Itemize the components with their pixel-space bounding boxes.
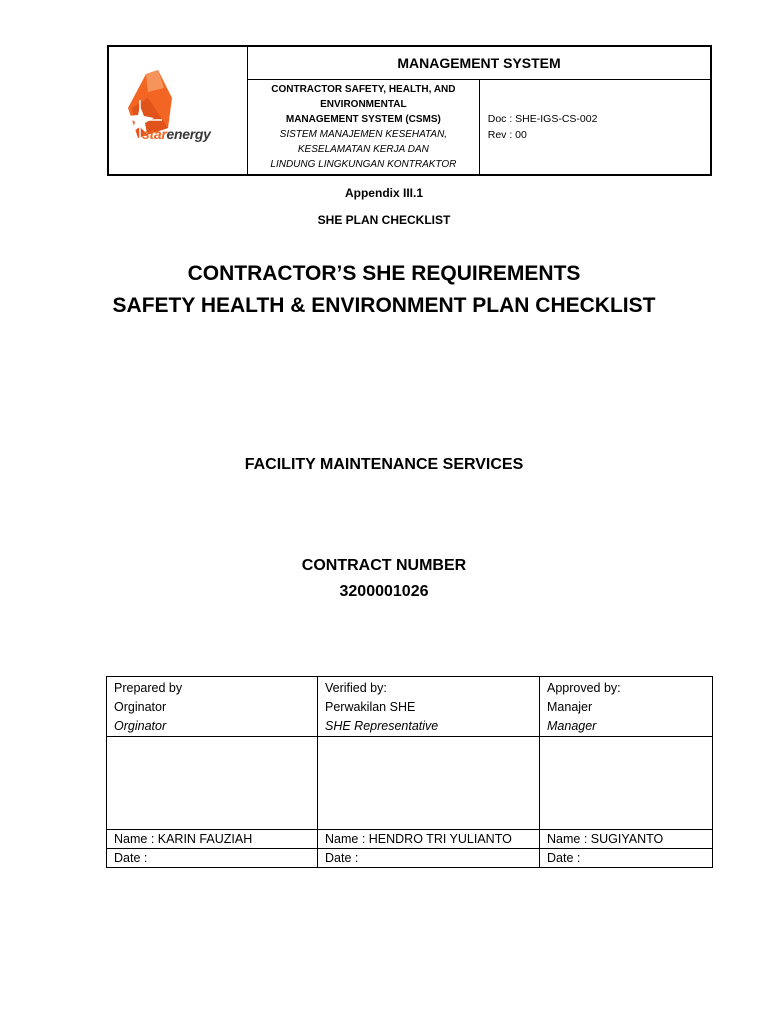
role-en: SHE Representative xyxy=(325,719,439,733)
system-title: MANAGEMENT SYSTEM xyxy=(248,46,712,80)
csms-line1: CONTRACTOR SAFETY, HEALTH, AND ENVIRONMENTAL xyxy=(271,84,456,110)
role-label: Verified by: xyxy=(325,681,387,695)
facility-title: FACILITY MAINTENANCE SERVICES xyxy=(244,456,524,473)
csms-description xyxy=(248,80,480,176)
role-label: Prepared by xyxy=(114,681,183,695)
doc-info xyxy=(479,80,711,176)
approved-by-cell xyxy=(540,677,713,737)
doc-number: Doc : SHE-IGS-CS-002 xyxy=(487,113,598,125)
name-field: Name : SUGIYANTO xyxy=(540,830,713,849)
signature-box xyxy=(540,737,713,830)
contract-number: 3200001026 xyxy=(339,583,429,600)
verified-by-cell xyxy=(318,677,540,737)
date-field: Date : xyxy=(107,849,318,868)
checklist-label: SHE PLAN CHECKLIST xyxy=(317,213,451,227)
logo-cell xyxy=(108,46,248,175)
title-line2: SAFETY HEALTH & ENVIRONMENT PLAN CHECKLIST xyxy=(112,294,656,317)
document-header xyxy=(107,45,712,176)
role-en: Manager xyxy=(547,719,597,733)
role-id: Orginator xyxy=(114,700,167,714)
date-field: Date : xyxy=(540,849,713,868)
csms-ital1: SISTEM MANAJEMEN KESEHATAN, KESELAMATAN KERJA DAN xyxy=(279,129,448,155)
role-en: Orginator xyxy=(114,719,167,733)
date-field: Date : xyxy=(318,849,540,868)
role-id: Perwakilan SHE xyxy=(325,700,416,714)
name-field: Name : HENDRO TRI YULIANTO xyxy=(318,830,540,849)
title-line1: CONTRACTOR’S SHE REQUIREMENTS xyxy=(187,262,581,285)
csms-ital2: LINDUNG LINGKUNGAN KONTRAKTOR xyxy=(270,159,457,170)
csms-line2: MANAGEMENT SYSTEM (CSMS) xyxy=(285,114,441,125)
name-field: Name : KARIN FAUZIAH xyxy=(107,830,318,849)
appendix-label: Appendix III.1 xyxy=(344,186,423,200)
signature-box xyxy=(318,737,540,830)
prepared-by-cell xyxy=(107,677,318,737)
signature-box xyxy=(107,737,318,830)
contract-label: CONTRACT NUMBER xyxy=(301,557,467,574)
logo-text: starenergy xyxy=(142,125,211,142)
signature-table xyxy=(106,676,713,868)
role-label: Approved by: xyxy=(547,681,621,695)
role-id: Manajer xyxy=(547,700,593,714)
revision: Rev : 00 xyxy=(487,129,527,141)
company-logo xyxy=(118,68,238,154)
